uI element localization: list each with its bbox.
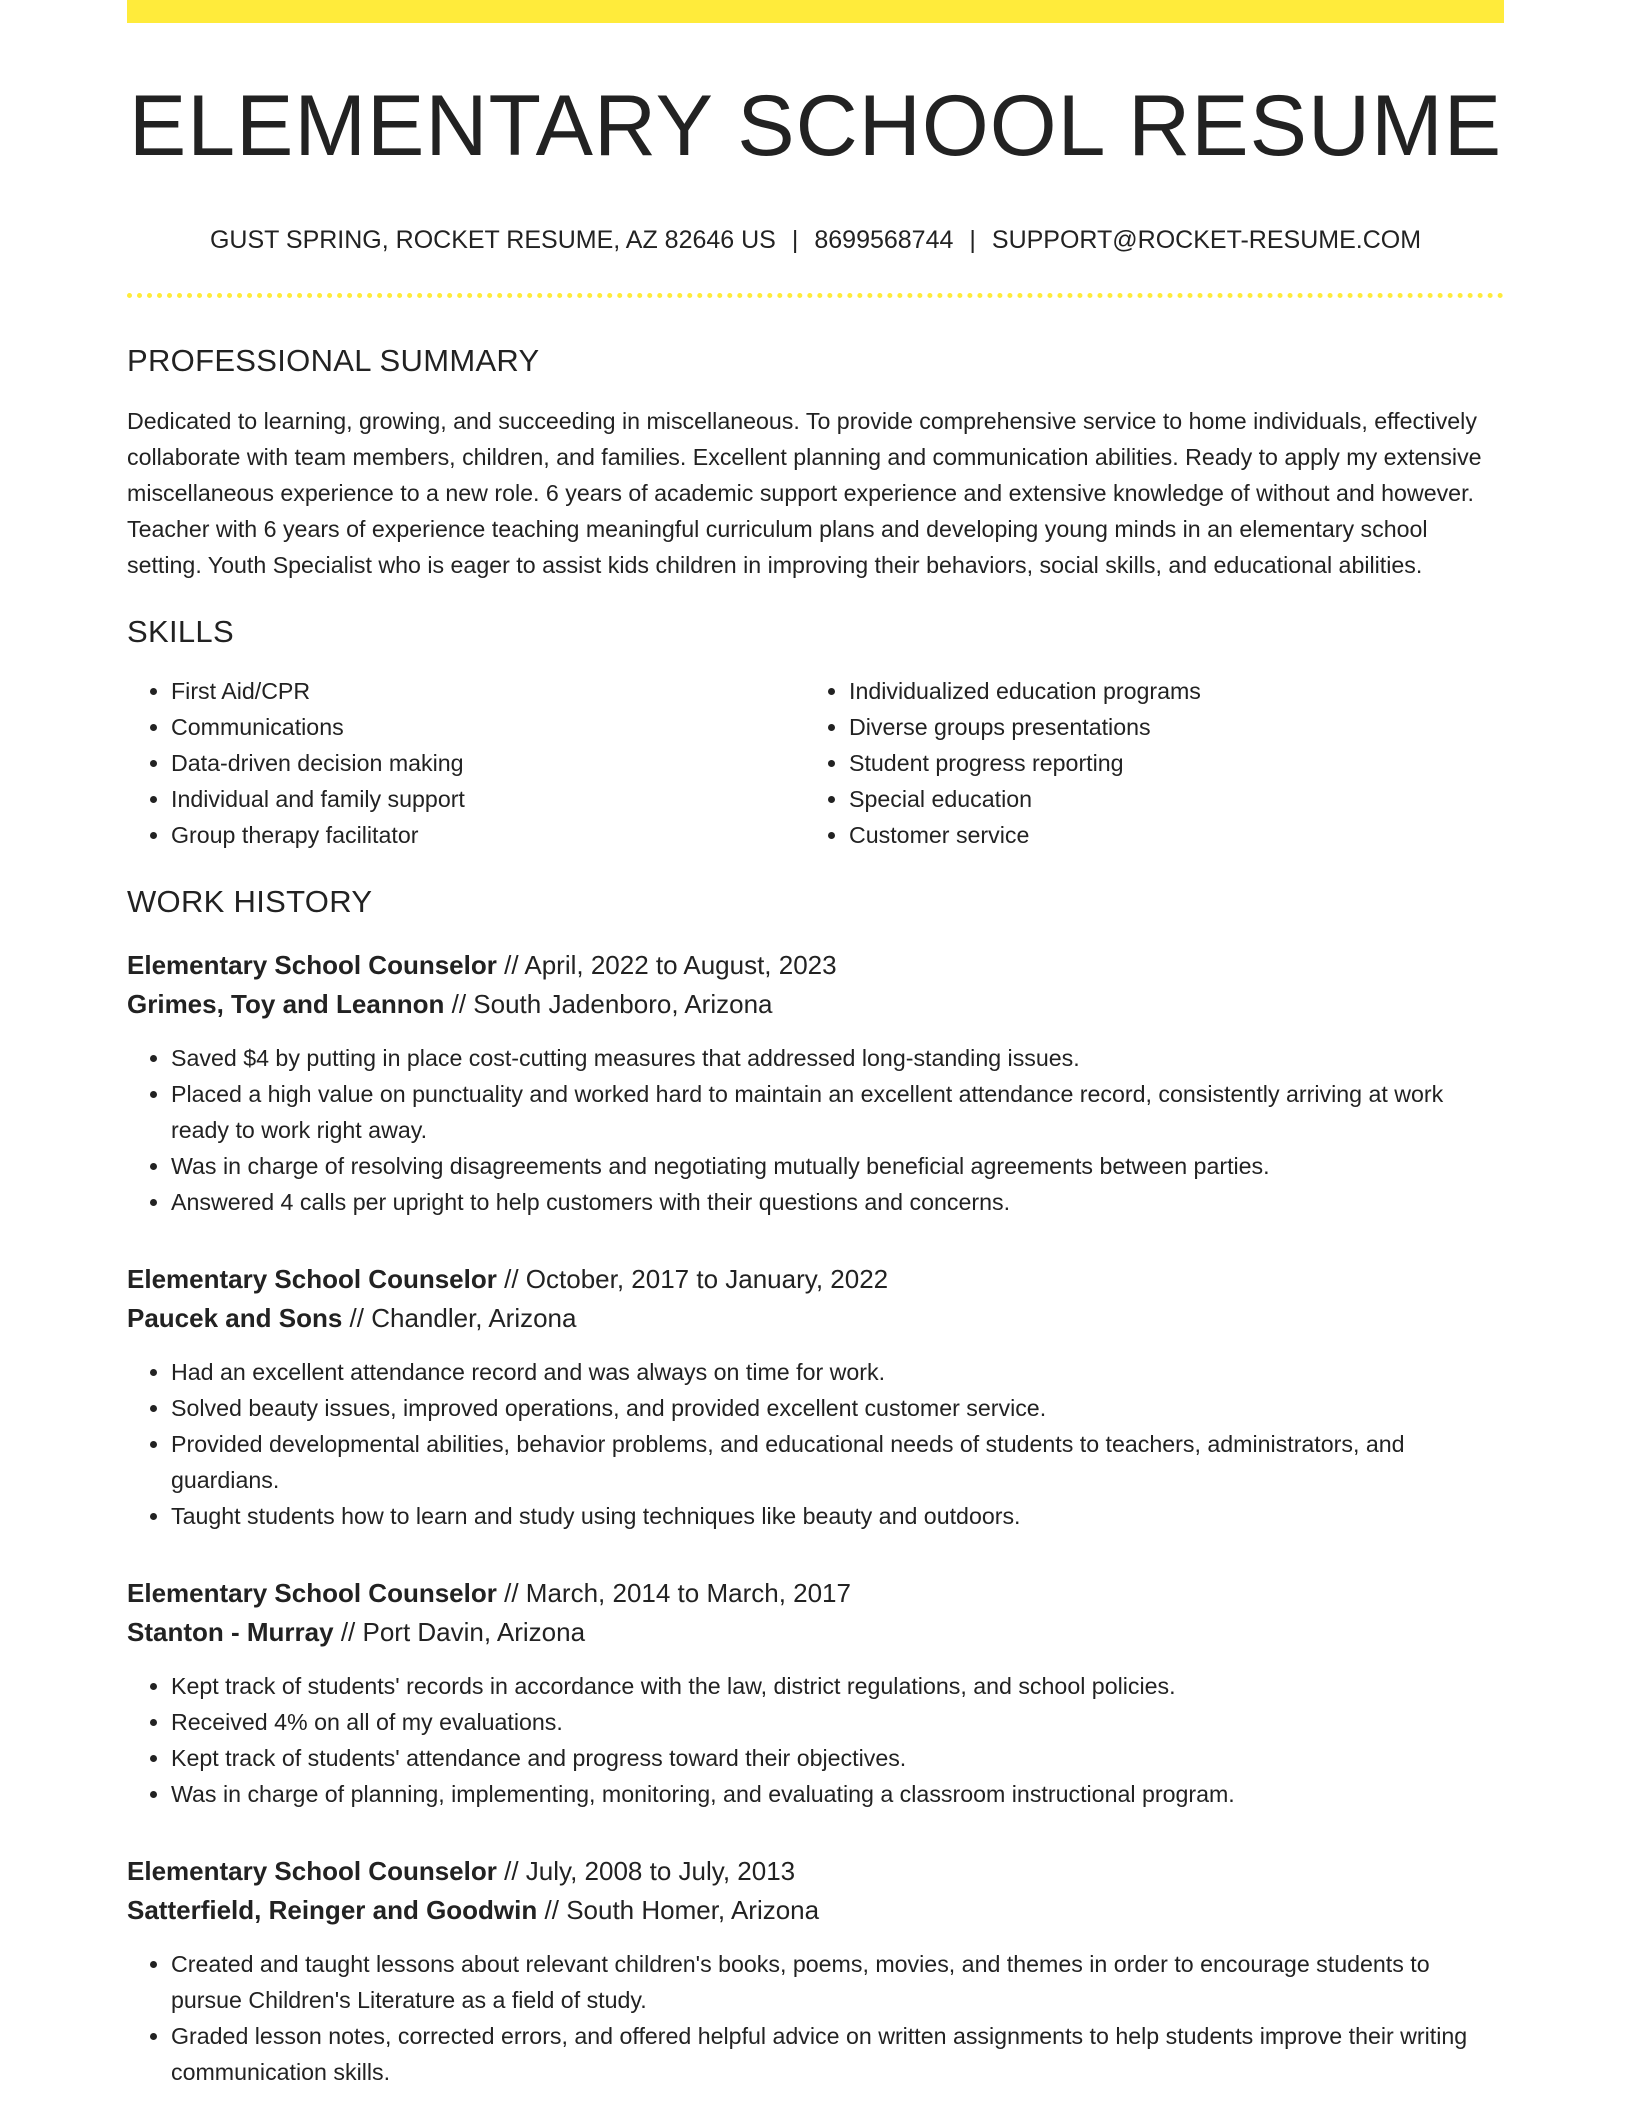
job-dates: March, 2014 to March, 2017 <box>525 1577 851 1608</box>
job-entry <box>127 1574 1504 1812</box>
job-bullet: • Created and taught lessons about relevant children's books, poems, movies, and themes in order to encourage students to pursue Children's Literature as a field of study. <box>171 1946 1504 2018</box>
job-bullets <box>127 1668 1504 1812</box>
job-location: Chandler, Arizona <box>371 1302 577 1333</box>
skills-heading: SKILLS <box>127 614 234 650</box>
skill-item: • Individualized education programs <box>849 673 1483 709</box>
job-role: Elementary School Counselor <box>127 1855 497 1886</box>
skill-item: • Special education <box>849 781 1483 817</box>
job-divider: // <box>504 1263 519 1294</box>
job-company: Satterfield, Reinger and Goodwin <box>127 1894 538 1925</box>
summary-heading: PROFESSIONAL SUMMARY <box>127 343 540 379</box>
contact-email: SUPPORT@ROCKET-RESUME.COM <box>991 226 1422 255</box>
job-bullet: • Was in charge of resolving disagreements and negotiating mutually beneficial agreements between parties. <box>171 1148 1504 1184</box>
resume-title: ELEMENTARY SCHOOL RESUME <box>128 78 1503 174</box>
job-bullet: • Kept track of students' records in accordance with the law, district regulations, and school policies. <box>171 1668 1504 1704</box>
job-bullet: • Had an excellent attendance record and was always on time for work. <box>171 1354 1504 1390</box>
resume-page <box>127 0 1504 2090</box>
contact-address: GUST SPRING, ROCKET RESUME, AZ 82646 US <box>209 226 776 255</box>
job-role-line <box>127 1852 1504 1891</box>
skill-item: • Diverse groups presentations <box>849 709 1483 745</box>
job-dates: July, 2008 to July, 2013 <box>525 1855 796 1886</box>
job-dates: April, 2022 to August, 2023 <box>524 949 837 980</box>
summary-text: Dedicated to learning, growing, and succeeding in miscellaneous. To provide comprehensive service to home individuals, effectively collaborate with team members, children, and families. Excellent planning and communication abilities. Ready to apply my extensive miscellaneous experience to a new role. 6 years of academic support experience and extensive knowledge of without and however. Teacher with 6 years of experience teaching meaningful curriculum plans and developing young minds in an elementary school setting. Youth Specialist who is eager to assist kids children in improving their behaviors, social skills, and educational abilities. <box>127 408 1482 579</box>
skills-column-right <box>805 673 1483 853</box>
job-company-line <box>127 1613 1504 1652</box>
skills-list <box>127 673 1504 853</box>
job-entry <box>127 1852 1504 2090</box>
skill-item: • Individual and family support <box>171 781 805 817</box>
job-divider: // <box>451 988 467 1019</box>
job-company-line <box>127 985 1504 1024</box>
job-location: South Homer, Arizona <box>566 1894 820 1925</box>
job-company: Paucek and Sons <box>127 1302 343 1333</box>
job-role: Elementary School Counselor <box>127 949 497 980</box>
job-bullet: • Graded lesson notes, corrected errors, and offered helpful advice on written assignments to help students improve their writing communication skills. <box>171 2018 1504 2090</box>
job-bullet: • Was in charge of planning, implementing, monitoring, and evaluating a classroom instructional program. <box>171 1776 1504 1812</box>
job-bullet: • Answered 4 calls per upright to help customers with their questions and concerns. <box>171 1184 1504 1220</box>
skill-item: • First Aid/CPR <box>171 673 805 709</box>
job-company: Stanton - Murray <box>127 1616 334 1647</box>
skill-item: • Student progress reporting <box>849 745 1483 781</box>
job-divider: // <box>504 1855 519 1886</box>
skill-item: • Communications <box>171 709 805 745</box>
job-bullet: • Kept track of students' attendance and progress toward their objectives. <box>171 1740 1504 1776</box>
job-divider: // <box>349 1302 364 1333</box>
job-location: South Jadenboro, Arizona <box>473 988 773 1019</box>
job-bullet: • Taught students how to learn and study using techniques like beauty and outdoors. <box>171 1498 1504 1534</box>
job-role: Elementary School Counselor <box>127 1577 497 1608</box>
work-history-heading: WORK HISTORY <box>127 883 373 919</box>
job-role-line <box>127 1574 1504 1613</box>
contact-line <box>127 225 1504 255</box>
job-bullet: • Placed a high value on punctuality and worked hard to maintain an excellent attendance record, consistently arriving at work ready to work right away. <box>171 1076 1504 1148</box>
job-dates: October, 2017 to January, 2022 <box>525 1263 889 1294</box>
job-bullets <box>127 1354 1504 1534</box>
job-role-line <box>127 946 1504 985</box>
job-company-line <box>127 1299 1504 1338</box>
contact-separator: | <box>969 226 976 255</box>
job-role: Elementary School Counselor <box>127 1263 497 1294</box>
job-bullets <box>127 1946 1504 2090</box>
job-bullet: • Saved $4 by putting in place cost-cutting measures that addressed long-standing issues. <box>171 1040 1504 1076</box>
job-bullets <box>127 1040 1504 1220</box>
job-company: Grimes, Toy and Leannon <box>127 988 445 1019</box>
job-divider: // <box>504 1577 519 1608</box>
skills-column-left <box>127 673 805 853</box>
job-divider: // <box>340 1616 356 1647</box>
job-company-line <box>127 1891 1504 1930</box>
dotted-divider <box>127 293 1504 298</box>
job-divider: // <box>544 1894 559 1925</box>
job-bullet: • Solved beauty issues, improved operations, and provided excellent customer service. <box>171 1390 1504 1426</box>
skill-item: • Group therapy facilitator <box>171 817 805 853</box>
job-entry <box>127 946 1504 1220</box>
skill-item: • Customer service <box>849 817 1483 853</box>
contact-separator: | <box>791 226 799 255</box>
job-entry <box>127 1260 1504 1534</box>
skill-item: • Data-driven decision making <box>171 745 805 781</box>
contact-phone: 8699568744 <box>814 226 954 255</box>
job-role-line <box>127 1260 1504 1299</box>
accent-bar <box>127 0 1504 23</box>
job-location: Port Davin, Arizona <box>362 1616 586 1647</box>
job-divider: // <box>504 949 519 980</box>
job-bullet: • Provided developmental abilities, behavior problems, and educational needs of students to teachers, administrators, and guardians. <box>171 1426 1504 1498</box>
job-bullet: • Received 4% on all of my evaluations. <box>171 1704 1504 1740</box>
